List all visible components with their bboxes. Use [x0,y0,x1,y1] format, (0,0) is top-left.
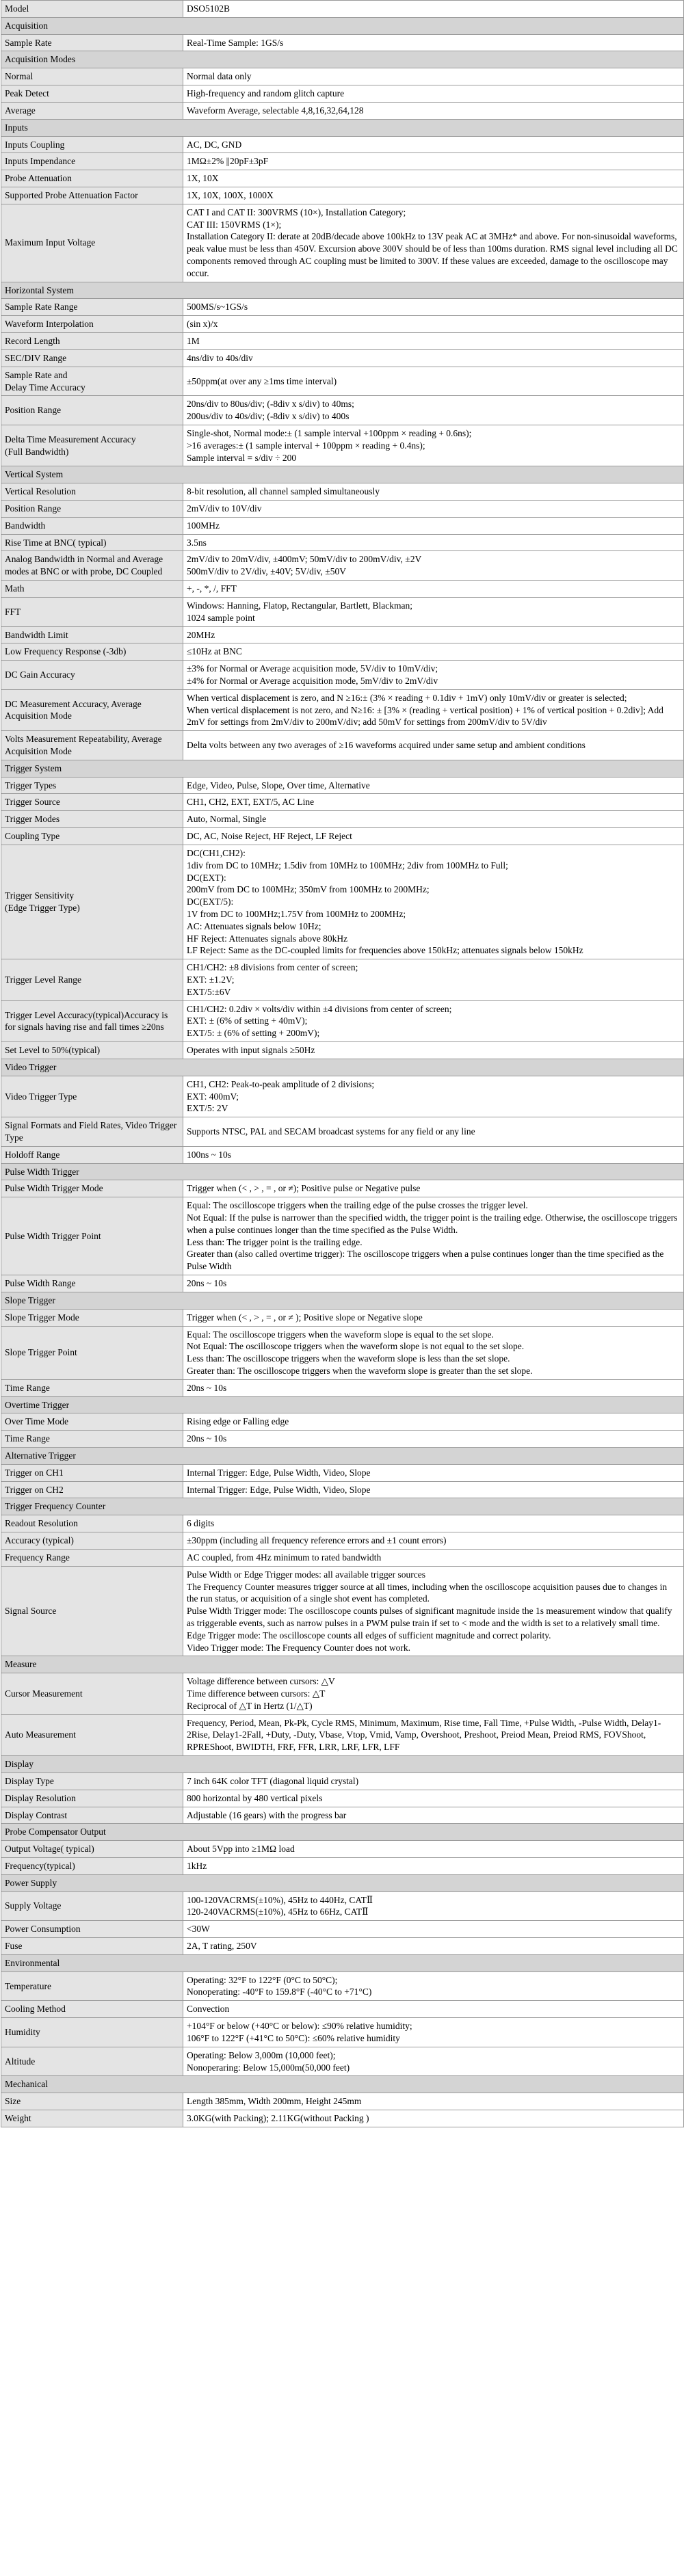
spec-table [1,0,684,2127]
spec-row [1,1857,684,1874]
spec-value: 1kHz [183,1857,684,1874]
spec-row [1,777,684,794]
spec-row [1,1464,684,1481]
spec-label: Waveform Interpolation [1,316,183,333]
spec-value: 20ns ~ 10s [183,1275,684,1292]
spec-label: Maximum Input Voltage [1,204,183,282]
spec-value: Supports NTSC, PAL and SECAM broadcast systems for any field or any line [183,1117,684,1147]
spec-label: Output Voltage( typical) [1,1841,183,1858]
spec-row [1,626,684,643]
spec-row [1,811,684,828]
spec-row [1,68,684,85]
spec-row [1,153,684,170]
spec-label: Sample Rate [1,34,183,51]
spec-label: DC Measurement Accuracy, Average Acquisition Mode [1,689,183,730]
spec-label: Volts Measurement Repeatability, Average Acquisition Mode [1,731,183,760]
spec-value: 1M [183,333,684,350]
spec-label: Average [1,102,183,119]
spec-row [1,1379,684,1396]
spec-value: Convection [183,2001,684,2018]
section-title: Trigger System [1,760,684,777]
spec-row [1,1921,684,1938]
spec-value: Rising edge or Falling edge [183,1413,684,1431]
spec-value: AC, DC, GND [183,136,684,153]
spec-value: Windows: Hanning, Flatop, Rectangular, Bartlett, Blackman; 1024 sample point [183,597,684,626]
spec-label: Time Range [1,1431,183,1448]
spec-value: 800 horizontal by 480 vertical pixels [183,1790,684,1807]
spec-label: Power Consumption [1,1921,183,1938]
section-title: Alternative Trigger [1,1448,684,1465]
spec-row [1,1841,684,1858]
spec-value: CH1/CH2: ±8 divisions from center of screen; EXT: ±1.2V; EXT/5:±6V [183,959,684,1000]
spec-row [1,136,684,153]
spec-value: 7 inch 64K color TFT (diagonal liquid crystal) [183,1772,684,1790]
spec-value: Single-shot, Normal mode:± (1 sample interval +100ppm × reading + 0.6ns); >16 averages:± (1 sample interval + 100ppm × reading + 0.4ns); Sample interval = s/div ÷ 200 [183,425,684,466]
spec-row [1,828,684,845]
spec-label: Peak Detect [1,85,183,103]
section-title: Video Trigger [1,1059,684,1076]
spec-row [1,643,684,661]
spec-value: Voltage difference between cursors: △V Time difference between cursors: △T Reciprocal of △T in Hertz (1/△T) [183,1673,684,1714]
spec-label: Holdoff Range [1,1146,183,1163]
spec-label: Sample Rate Range [1,299,183,316]
spec-label: Delta Time Measurement Accuracy (Full Bandwidth) [1,425,183,466]
section-title: Environmental [1,1954,684,1971]
spec-value: Adjustable (16 gears) with the progress bar [183,1807,684,1824]
spec-row [1,1673,684,1714]
spec-value: DC, AC, Noise Reject, HF Reject, LF Reject [183,828,684,845]
section-title: Acquisition [1,17,684,34]
spec-row [1,1714,684,1755]
section-header-row [1,466,684,483]
spec-label: DC Gain Accuracy [1,661,183,690]
spec-label: Bandwidth [1,517,183,534]
spec-value: 4ns/div to 40s/div [183,349,684,367]
section-title: Overtime Trigger [1,1396,684,1413]
spec-value: 2A, T rating, 250V [183,1938,684,1955]
section-title: Trigger Frequency Counter [1,1498,684,1515]
spec-row [1,2001,684,2018]
spec-label: Video Trigger Type [1,1076,183,1117]
section-header-row [1,1874,684,1891]
spec-row [1,170,684,187]
spec-value: Trigger when (< , > , = , or ≠); Positive pulse or Negative pulse [183,1180,684,1197]
section-header-row [1,1059,684,1076]
spec-value: 8-bit resolution, all channel sampled simultaneously [183,483,684,501]
spec-value: 3.5ns [183,534,684,551]
spec-value: 100-120VACRMS(±10%), 45Hz to 440Hz, CATⅡ 120-240VACRMS(±10%), 45Hz to 66Hz, CATⅡ [183,1891,684,1921]
section-header-row [1,1954,684,1971]
spec-row [1,534,684,551]
spec-row [1,2110,684,2127]
spec-row [1,1275,684,1292]
spec-value: Length 385mm, Width 200mm, Height 245mm [183,2093,684,2110]
spec-row [1,1180,684,1197]
spec-value: Waveform Average, selectable 4,8,16,32,64,128 [183,102,684,119]
spec-row [1,85,684,103]
spec-row [1,661,684,690]
spec-value: About 5Vpp into ≥1MΩ load [183,1841,684,1858]
spec-value: ±3% for Normal or Average acquisition mode, 5V/div to 10mV/div; ±4% for Normal or Average acquisition mode, 5mV/div to 2mV/div [183,661,684,690]
spec-value: Pulse Width or Edge Trigger modes: all available trigger sources The Frequency Counter measures trigger source at all times, including when the oscilloscope acquisition pauses due to changes in the run status, or acquisition of a single shot event has completed. Pulse Width Trigger mode: The oscilloscope counts pulses of significant magnitude inside the 1s measurement window that qualify as triggerable events, such as narrow pulses in a PWM pulse train if set to < mode and the width is set to a relatively small time. Edge Trigger mode: The oscilloscope counts all edges of sufficient magnitude and correct polarity. Video Trigger mode: The Frequency Counter does not work. [183,1566,684,1656]
spec-value: Trigger when (< , > , = , or ≠ ); Positive slope or Negative slope [183,1309,684,1326]
section-header-row [1,1756,684,1773]
spec-label: Accuracy (typical) [1,1532,183,1550]
section-header-row [1,1163,684,1180]
section-title: Vertical System [1,466,684,483]
spec-label: Normal [1,68,183,85]
section-title: Inputs [1,119,684,136]
spec-value: 20ns/div to 80us/div; (-8div x s/div) to 40ms; 200us/div to 40s/div; (-8div x s/div) to 400s [183,396,684,425]
spec-label: Temperature [1,1971,183,2001]
section-header-row [1,1656,684,1673]
spec-label: Analog Bandwidth in Normal and Average modes at BNC or with probe, DC Coupled [1,551,183,581]
spec-value: 20ns ~ 10s [183,1379,684,1396]
spec-label: Signal Formats and Field Rates, Video Trigger Type [1,1117,183,1147]
section-header-row [1,1396,684,1413]
spec-row [1,1790,684,1807]
spec-value: Frequency, Period, Mean, Pk-Pk, Cycle RMS, Minimum, Maximum, Rise time, Fall Time, +Pulse Width, -Pulse Width, Delay1-2Rise, Delay1-2Fall, +Duty, -Duty, Vbase, Vtop, Vmid, Vamp, Overshoot, Preshoot, Preiod Mean, Preiod RMS, FOVShoot, RPREShoot, BWIDTH, FRF, FFR, LRR, LRF, LFR, LFF [183,1714,684,1755]
spec-row [1,396,684,425]
spec-label: Signal Source [1,1566,183,1656]
spec-label: Trigger on CH2 [1,1481,183,1498]
spec-value: 2mV/div to 20mV/div, ±400mV; 50mV/div to 200mV/div, ±2V 500mV/div to 2V/div, ±40V; 5V/div, ±50V [183,551,684,581]
spec-value: 20MHz [183,626,684,643]
spec-label: Probe Attenuation [1,170,183,187]
spec-row [1,204,684,282]
spec-label: Position Range [1,501,183,518]
spec-label: Model [1,1,183,18]
spec-label: Weight [1,2110,183,2127]
spec-value: +104°F or below (+40°C or below): ≤90% relative humidity; 106°F to 122°F (+41°C to 50°C): ≤60% relative humidity [183,2018,684,2047]
spec-value: Internal Trigger: Edge, Pulse Width, Video, Slope [183,1481,684,1498]
spec-value: 6 digits [183,1515,684,1532]
section-title: Measure [1,1656,684,1673]
spec-row [1,1309,684,1326]
spec-value: CH1/CH2: 0.2div × volts/div within ±4 divisions from center of screen; EXT: ± (6% of setting + 40mV); EXT/5: ± (6% of setting + 200mV); [183,1000,684,1041]
spec-label: Pulse Width Range [1,1275,183,1292]
spec-label: Sample Rate and Delay Time Accuracy [1,367,183,396]
section-title: Horizontal System [1,282,684,299]
spec-value: Equal: The oscilloscope triggers when the trailing edge of the pulse crosses the trigger level. Not Equal: If the pulse is narrower than the specified width, the trigger point is the trailing edge. Otherwise, the oscilloscope triggers when a pulse continues longer than the time specified as the Pulse Width. Less than: The trigger point is the trailing edge. Greater than (also called overtime trigger): The oscilloscope triggers when a pulse continues longer than the time specified as the Pulse Width [183,1197,684,1275]
spec-row [1,1891,684,1921]
spec-row [1,1076,684,1117]
spec-label: Trigger Level Range [1,959,183,1000]
section-header-row [1,1292,684,1309]
spec-label: Fuse [1,1938,183,1955]
spec-row [1,1042,684,1059]
spec-row [1,1117,684,1147]
spec-row [1,483,684,501]
spec-label: Coupling Type [1,828,183,845]
spec-row [1,333,684,350]
spec-row [1,1532,684,1550]
spec-label: Supported Probe Attenuation Factor [1,187,183,204]
spec-value: Auto, Normal, Single [183,811,684,828]
section-header-row [1,1448,684,1465]
spec-value: 1X, 10X, 100X, 1000X [183,187,684,204]
section-header-row [1,2076,684,2093]
section-header-row [1,17,684,34]
spec-value: 100ns ~ 10s [183,1146,684,1163]
spec-value: 20ns ~ 10s [183,1431,684,1448]
spec-label: Trigger Types [1,777,183,794]
spec-row [1,2093,684,2110]
spec-value: 100MHz [183,517,684,534]
spec-row [1,597,684,626]
spec-value: Internal Trigger: Edge, Pulse Width, Video, Slope [183,1464,684,1481]
spec-value: Operating: Below 3,000m (10,000 feet); Nonoperaring: Below 15,000m(50,000 feet) [183,2047,684,2076]
spec-label: Record Length [1,333,183,350]
spec-table-body [1,1,684,2127]
spec-value: 1MΩ±2% ||20pF±3pF [183,153,684,170]
spec-label: Vertical Resolution [1,483,183,501]
spec-label: Pulse Width Trigger Point [1,1197,183,1275]
spec-label: Set Level to 50%(typical) [1,1042,183,1059]
spec-row [1,1938,684,1955]
spec-value: <30W [183,1921,684,1938]
spec-row [1,1,684,18]
spec-label: Trigger Level Accuracy(typical)Accuracy is for signals having rise and fall times ≥20ns [1,1000,183,1041]
spec-value: DSO5102B [183,1,684,18]
section-title: Mechanical [1,2076,684,2093]
spec-value: CH1, CH2: Peak-to-peak amplitude of 2 divisions; EXT: 400mV; EXT/5: 2V [183,1076,684,1117]
spec-value: Operates with input signals ≥50Hz [183,1042,684,1059]
spec-row [1,1000,684,1041]
spec-row [1,1431,684,1448]
spec-value: ≤10Hz at BNC [183,643,684,661]
spec-label: Slope Trigger Point [1,1326,183,1379]
spec-label: Inputs Coupling [1,136,183,153]
spec-row [1,34,684,51]
spec-row [1,349,684,367]
spec-value: 500MS/s~1GS/s [183,299,684,316]
spec-label: Bandwidth Limit [1,626,183,643]
spec-label: Display Type [1,1772,183,1790]
spec-row [1,2018,684,2047]
spec-value: High-frequency and random glitch capture [183,85,684,103]
section-title: Display [1,1756,684,1773]
spec-label: Trigger Modes [1,811,183,828]
spec-label: Display Resolution [1,1790,183,1807]
section-header-row [1,282,684,299]
section-title: Pulse Width Trigger [1,1163,684,1180]
section-header-row [1,1824,684,1841]
spec-label: Rise Time at BNC( typical) [1,534,183,551]
spec-label: Math [1,581,183,598]
spec-label: Trigger Source [1,794,183,811]
spec-value: When vertical displacement is zero, and N ≥16:± (3% × reading + 0.1div + 1mV) only 10mV/div or greater is selected; When vertical displacement is not zero, and N≥16: ± [3% × (reading + vertical position) + 1% of vertical position + 0.2div]; Add 2mV for settings from 2mV/div to 200mV/div; add 50mV for settings from 200mV/div to 5V/div [183,689,684,730]
spec-label: Altitude [1,2047,183,2076]
spec-label: Cooling Method [1,2001,183,2018]
spec-label: Readout Resolution [1,1515,183,1532]
spec-row [1,1549,684,1566]
spec-value: Equal: The oscilloscope triggers when the waveform slope is equal to the set slope. Not Equal: The oscilloscope triggers when the waveform slope is not equal to the set slope. Less than: The oscilloscope triggers when the waveform slope is less than the set slope. Greater than: The oscilloscope triggers when the waveform slope is greater than the set slope. [183,1326,684,1379]
spec-row [1,689,684,730]
section-title: Probe Compensator Output [1,1824,684,1841]
spec-label: SEC/DIV Range [1,349,183,367]
spec-row [1,187,684,204]
section-header-row [1,51,684,68]
spec-row [1,501,684,518]
spec-value: Operating: 32°F to 122°F (0°C to 50°C); Nonoperating: -40°F to 159.8°F (-40°C to +71°C) [183,1971,684,2001]
spec-row [1,1515,684,1532]
spec-row [1,1971,684,2001]
spec-label: Trigger on CH1 [1,1464,183,1481]
spec-value: DC(CH1,CH2): 1div from DC to 10MHz; 1.5div from 10MHz to 100MHz; 2div from 100MHz to Full; DC(EXT): 200mV from DC to 100MHz; 350mV from 100MHz to 200MHz; DC(EXT/5): 1V from DC to 100MHz;1.75V from 100MHz to 200MHz; AC: Attenuates signals below 10Hz; HF Reject: Attenuates signals above 80kHz LF Reject: Same as the DC-coupled limits for frequencies above 150kHz; attenuates signals below 150kHz [183,845,684,959]
spec-row [1,299,684,316]
spec-value: 3.0KG(with Packing); 2.11KG(without Packing ) [183,2110,684,2127]
spec-row [1,1413,684,1431]
spec-label: Supply Voltage [1,1891,183,1921]
spec-value: +, -, *, /, FFT [183,581,684,598]
spec-row [1,2047,684,2076]
spec-row [1,1807,684,1824]
spec-row [1,1481,684,1498]
section-title: Slope Trigger [1,1292,684,1309]
spec-row [1,581,684,598]
spec-value: 1X, 10X [183,170,684,187]
spec-row [1,316,684,333]
spec-row [1,794,684,811]
spec-label: Auto Measurement [1,1714,183,1755]
spec-row [1,517,684,534]
section-header-row [1,1498,684,1515]
spec-value: 2mV/div to 10V/div [183,501,684,518]
spec-row [1,551,684,581]
spec-label: Low Frequency Response (-3db) [1,643,183,661]
spec-value: Real-Time Sample: 1GS/s [183,34,684,51]
spec-value: CH1, CH2, EXT, EXT/5, AC Line [183,794,684,811]
spec-row [1,367,684,396]
spec-value: CAT I and CAT II: 300VRMS (10×), Installation Category; CAT III: 150VRMS (1×); Installation Category II: derate at 20dB/decade above 100kHz to 13V peak AC at 3MHz* and above. For non-sinusoidal waveforms, peak value must be less than 450V. Excursion above 300V should be of less than 100ms duration. RMS signal level including all DC components removed through AC coupling must be limited to 300V. If these values are exceeded, damage to the oscilloscope may occur. [183,204,684,282]
section-title: Power Supply [1,1874,684,1891]
spec-label: Pulse Width Trigger Mode [1,1180,183,1197]
spec-row [1,959,684,1000]
spec-value: ±50ppm(at over any ≥1ms time interval) [183,367,684,396]
spec-label: Frequency Range [1,1549,183,1566]
spec-row [1,1326,684,1379]
spec-label: Size [1,2093,183,2110]
spec-label: Slope Trigger Mode [1,1309,183,1326]
spec-value: ±30ppm (including all frequency reference errors and ±1 count errors) [183,1532,684,1550]
spec-row [1,102,684,119]
spec-label: Over Time Mode [1,1413,183,1431]
section-title: Acquisition Modes [1,51,684,68]
spec-label: Cursor Measurement [1,1673,183,1714]
spec-row [1,1566,684,1656]
section-header-row [1,760,684,777]
spec-label: Position Range [1,396,183,425]
spec-label: Humidity [1,2018,183,2047]
spec-label: Time Range [1,1379,183,1396]
spec-row [1,1197,684,1275]
spec-value: Normal data only [183,68,684,85]
spec-label: Display Contrast [1,1807,183,1824]
spec-row [1,1772,684,1790]
spec-label: FFT [1,597,183,626]
spec-row [1,425,684,466]
spec-row [1,1146,684,1163]
spec-row [1,845,684,959]
spec-value: (sin x)/x [183,316,684,333]
spec-label: Trigger Sensitivity (Edge Trigger Type) [1,845,183,959]
spec-value: Delta volts between any two averages of ≥16 waveforms acquired under same setup and ambient conditions [183,731,684,760]
spec-label: Inputs Impendance [1,153,183,170]
section-header-row [1,119,684,136]
spec-value: Edge, Video, Pulse, Slope, Over time, Alternative [183,777,684,794]
spec-label: Frequency(typical) [1,1857,183,1874]
spec-row [1,731,684,760]
spec-value: AC coupled, from 4Hz minimum to rated bandwidth [183,1549,684,1566]
